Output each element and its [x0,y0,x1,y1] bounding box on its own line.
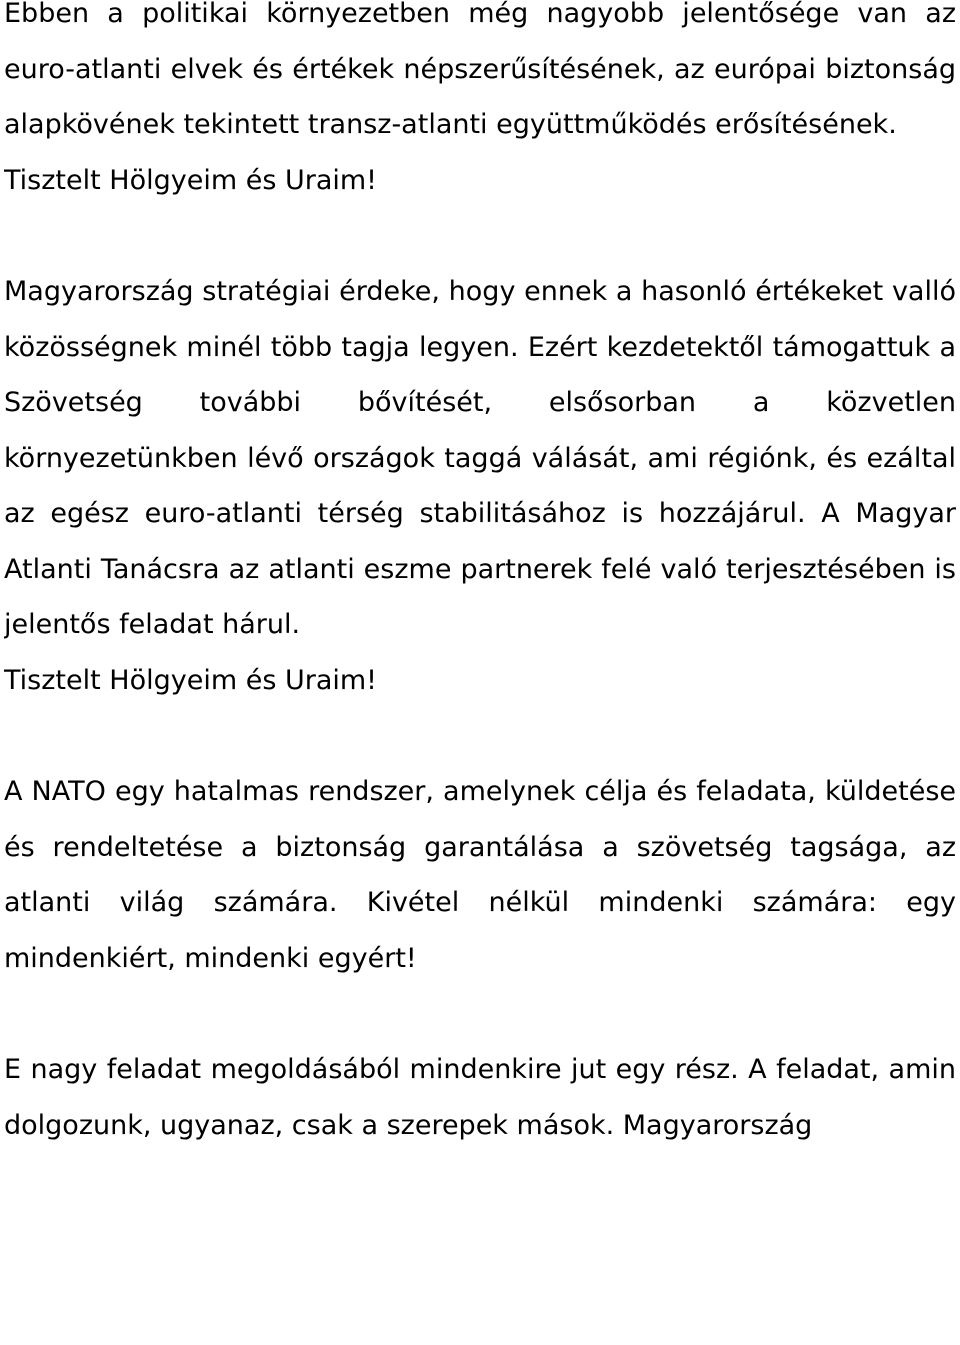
document-page [4,0,956,1345]
paragraph-politikai-kornyezet: Ebben a politikai környezetben még nagyobb jelentősége van az euro-atlanti elvek és értékek népszerűsítésének, az európai biztonság alapkövének tekintett transz-atlanti együttműködés erősítésének. [4,0,956,140]
greeting-2: Tisztelt Hölgyeim és Uraim! [4,664,378,696]
greeting-1: Tisztelt Hölgyeim és Uraim! [4,164,378,196]
paragraph-strategiai-erdek: Magyarország stratégiai érdeke, hogy ennek a hasonló értékeket valló közösségnek minél több tagja legyen. Ezért kezdetektől támogattuk a Szövetség további bővítését, elsősorban a közvetlen környezetünkben lévő országok taggá válását, ami régiónk, és ezáltal az egész euro-atlanti térség stabilitásához is hozzájárul. A Magyar Atlanti Tanácsra az atlanti eszme partnerek felé való terjesztésében is jelentős feladat hárul. [4,276,956,640]
paragraph-nagy-feladat: E nagy feladat megoldásából mindenkire jut egy rész. A feladat, amin dolgozunk, ugyanaz, csak a szerepek mások. Magyarország [4,1054,956,1141]
paragraph-nato-rendszer: A NATO egy hatalmas rendszer, amelynek célja és feladata, küldetése és rendeltetése a biztonság garantálása a szövetség tagsága, az atlanti világ számára. Kivétel nélkül mindenki számára: egy mindenkiért, mindenki egyért! [4,776,956,974]
